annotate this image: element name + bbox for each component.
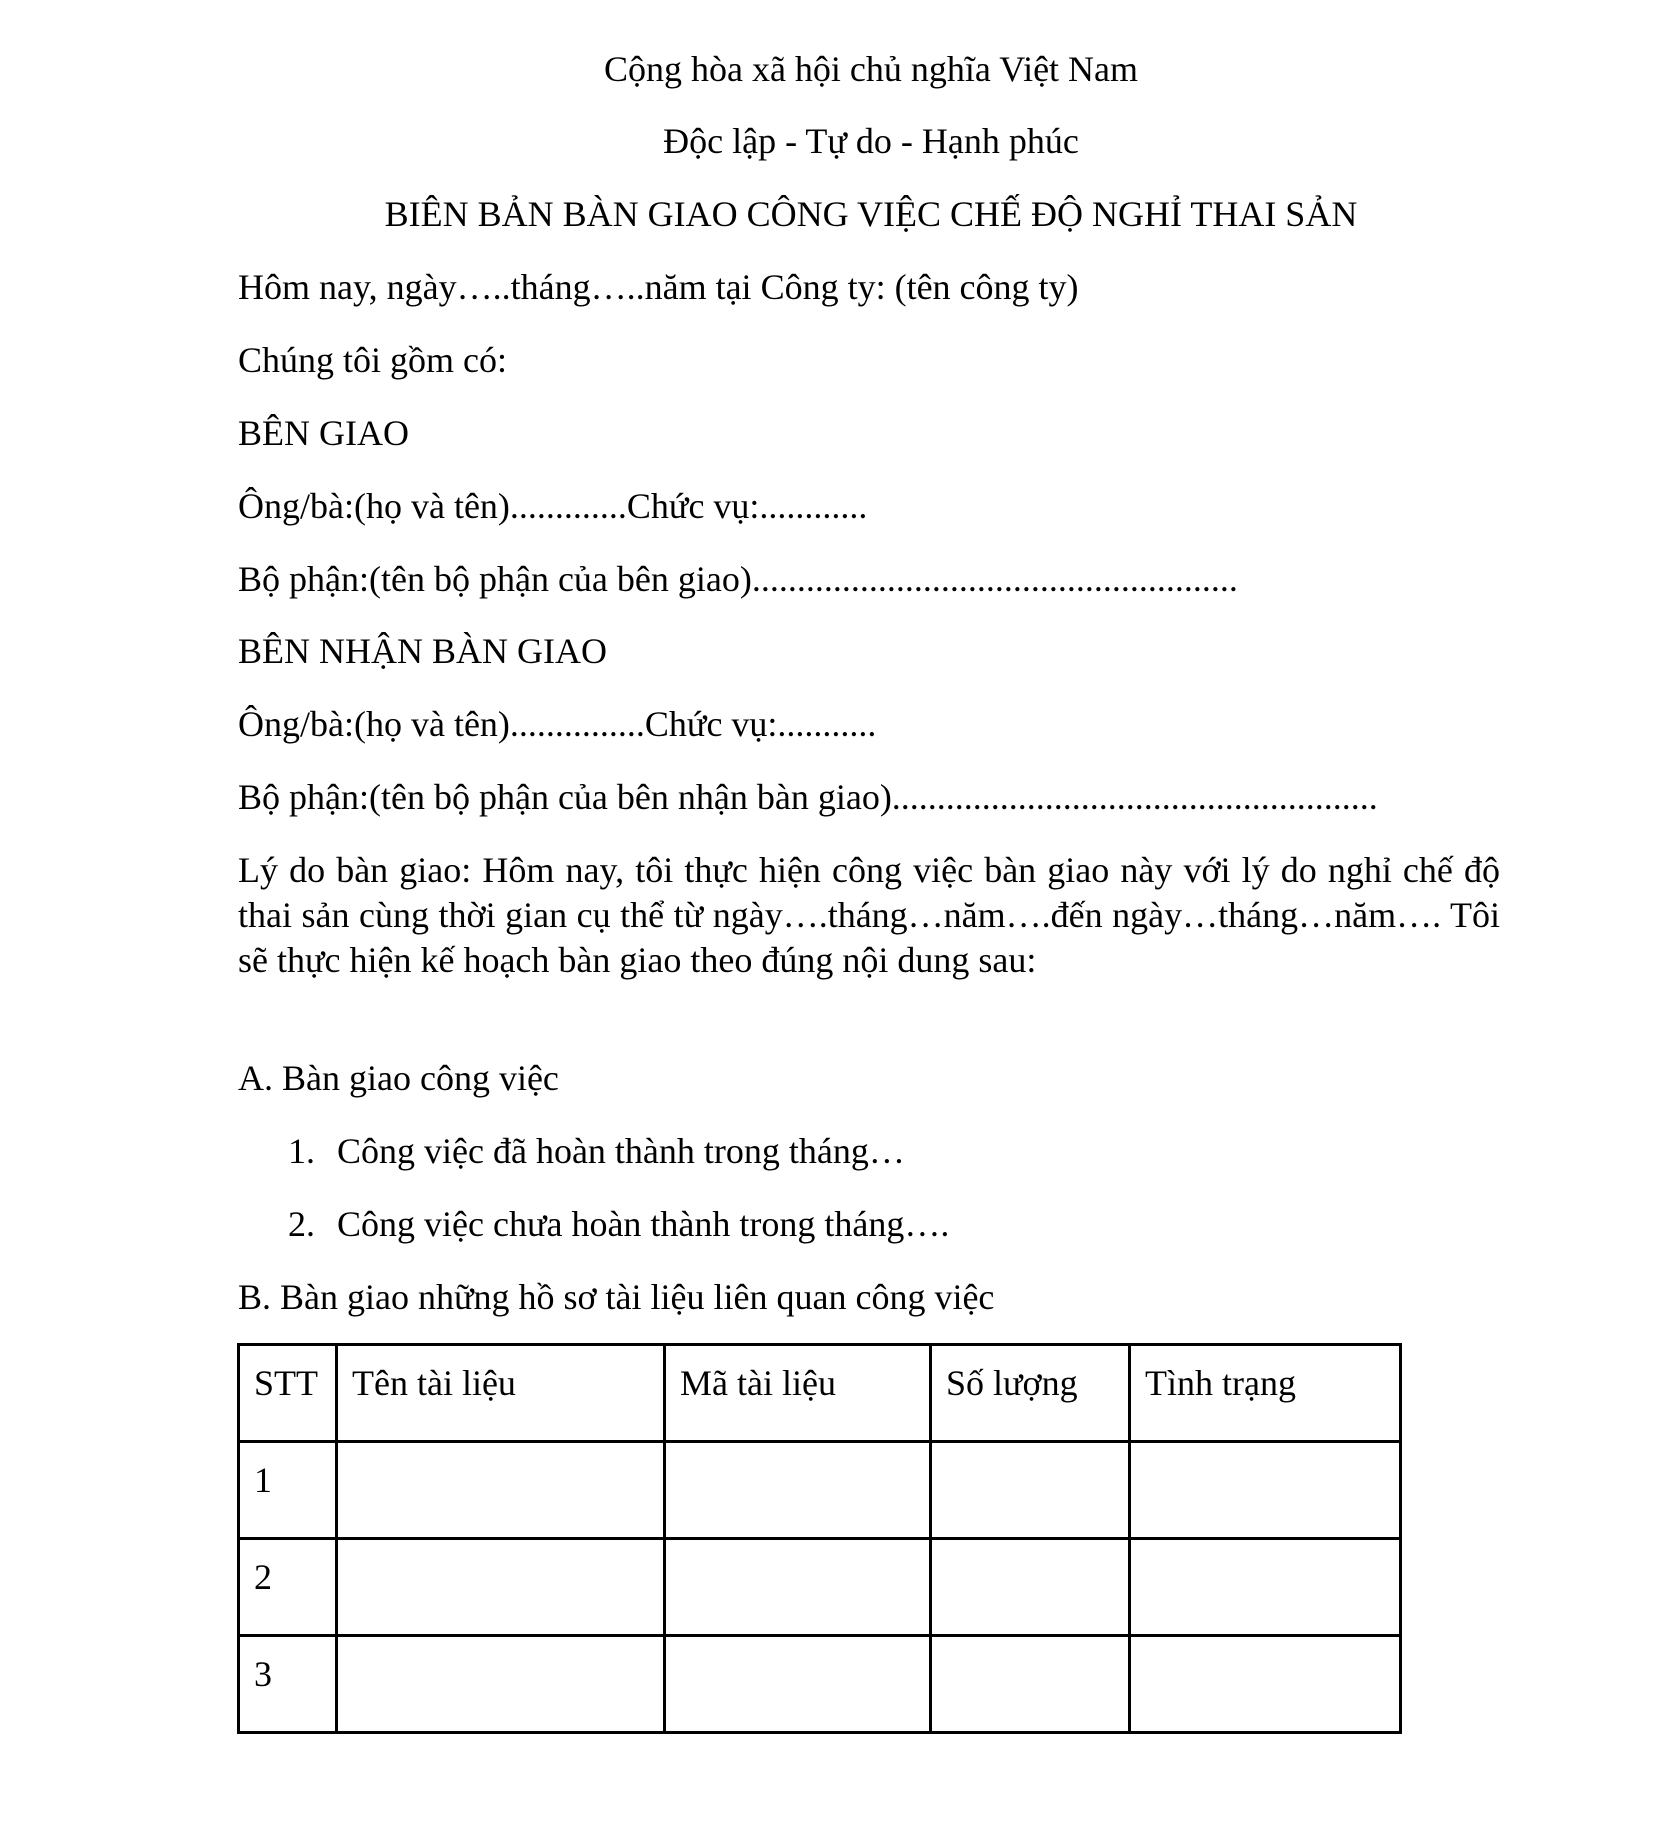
table-cell-document-name (337, 1442, 665, 1539)
list-item-number: 1. (288, 1131, 315, 1171)
table-cell-stt: 3 (239, 1636, 337, 1733)
table-row (239, 1442, 1401, 1539)
table-cell-stt: 1 (239, 1442, 337, 1539)
table-cell-document-code (665, 1539, 931, 1636)
list-item-incomplete-work: Công việc chưa hoàn thành trong tháng…. (337, 1204, 950, 1244)
column-header-document-code: Mã tài liệu (665, 1345, 931, 1442)
date-line: Hôm nay, ngày…..tháng…..năm tại Công ty: (tên công ty) (238, 267, 1079, 307)
table-cell-quantity (931, 1442, 1130, 1539)
list-item-completed-work: Công việc đã hoàn thành trong tháng… (337, 1131, 905, 1171)
table-cell-stt: 2 (239, 1539, 337, 1636)
members-line: Chúng tôi gồm có: (238, 340, 507, 380)
document-title: BIÊN BẢN BÀN GIAO CÔNG VIỆC CHẾ ĐỘ NGHỈ THAI SẢN (384, 194, 1358, 234)
table-cell-quantity (931, 1636, 1130, 1733)
column-header-quantity: Số lượng (931, 1345, 1130, 1442)
table-cell-document-name (337, 1539, 665, 1636)
table-row (239, 1636, 1401, 1733)
table-cell-status (1130, 1442, 1401, 1539)
handover-reason: Lý do bàn giao: Hôm nay, tôi thực hiện công việc bàn giao này với lý do nghỉ chế độ thai sản cùng thời gian cụ thể từ ngày….tháng…năm….đến ngày…tháng…năm…. Tôi sẽ thực hiện kế hoạch bàn giao theo đúng nội dung sau: (238, 850, 1500, 980)
receiver-person: Ông/bà:(họ và tên)...............Chức vụ:........... (238, 704, 877, 744)
giver-person: Ông/bà:(họ và tên).............Chức vụ:............ (238, 486, 868, 526)
column-header-status: Tình trạng (1130, 1345, 1401, 1442)
list-item-number: 2. (288, 1204, 315, 1244)
table-cell-quantity (931, 1539, 1130, 1636)
receiver-department: Bộ phận:(tên bộ phận của bên nhận bàn giao)...................................................... (238, 777, 1378, 817)
table-cell-document-name (337, 1636, 665, 1733)
table-header-row (239, 1345, 1401, 1442)
table-cell-status (1130, 1636, 1401, 1733)
table-row (239, 1539, 1401, 1636)
receiver-heading: BÊN NHẬN BÀN GIAO (238, 631, 607, 671)
documents-table (237, 1343, 1402, 1734)
table-cell-document-code (665, 1442, 931, 1539)
table-cell-document-code (665, 1636, 931, 1733)
column-header-stt: STT (239, 1345, 337, 1442)
section-a-heading: A. Bàn giao công việc (238, 1058, 559, 1098)
nation-title: Cộng hòa xã hội chủ nghĩa Việt Nam (603, 49, 1139, 89)
motto: Độc lập - Tự do - Hạnh phúc (663, 121, 1079, 161)
table-cell-status (1130, 1539, 1401, 1636)
giver-heading: BÊN GIAO (238, 413, 409, 453)
section-b-heading: B. Bàn giao những hồ sơ tài liệu liên quan công việc (238, 1277, 995, 1317)
giver-department: Bộ phận:(tên bộ phận của bên giao)...................................................... (238, 559, 1238, 599)
column-header-document-name: Tên tài liệu (337, 1345, 665, 1442)
